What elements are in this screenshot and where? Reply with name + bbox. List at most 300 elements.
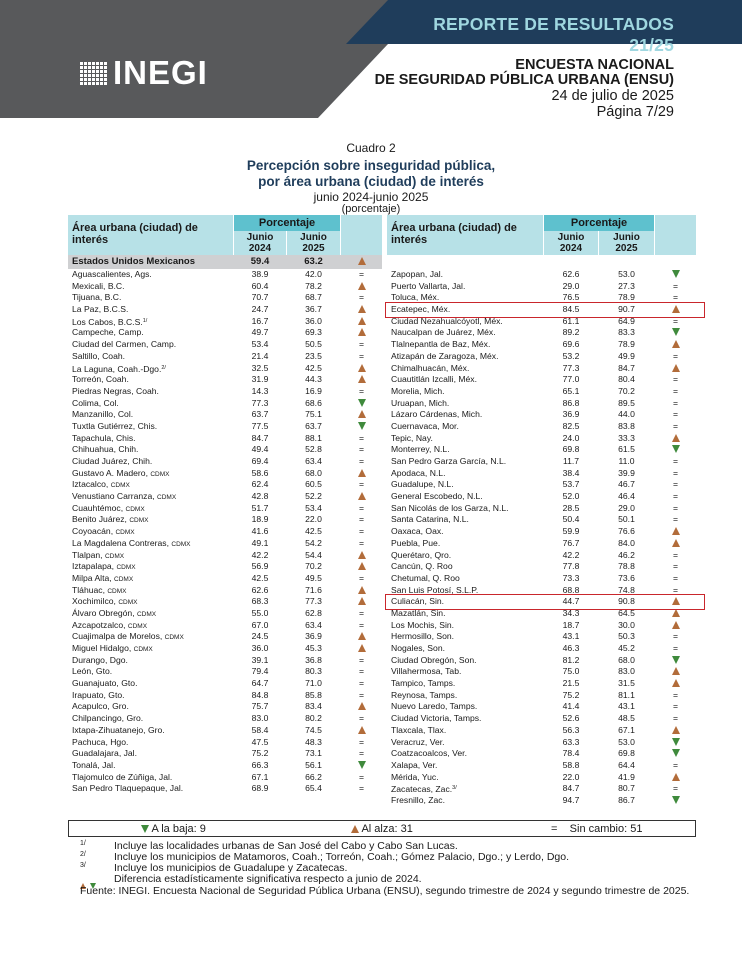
table-row <box>68 725 382 737</box>
table-row <box>387 573 696 585</box>
no-change-mark: = <box>672 456 679 466</box>
up-triangle-icon <box>655 608 696 620</box>
value-2025: 76.6 <box>618 526 635 537</box>
table-header <box>387 215 696 255</box>
table-row <box>387 643 696 655</box>
city-label: Chihuahua, Chih. <box>72 444 139 455</box>
city-qualifier: CDMX <box>157 494 177 502</box>
value-2024: 21.4 <box>251 350 269 361</box>
city-name <box>391 690 457 702</box>
value-2025: 30.0 <box>618 619 635 630</box>
value-2025: 68.0 <box>305 467 322 478</box>
no-change-mark: = <box>358 537 365 548</box>
no-change-mark: = <box>358 783 365 794</box>
table-row <box>68 339 382 351</box>
table-row <box>387 327 696 339</box>
up-triangle-icon <box>358 702 366 710</box>
up-triangle-icon <box>358 317 366 325</box>
city-name <box>391 725 446 737</box>
down-triangle-icon <box>341 398 382 410</box>
city-name <box>391 444 450 456</box>
up-triangle-icon <box>341 701 382 713</box>
year-2025-header-month: Junio <box>300 232 327 243</box>
table-row <box>387 596 696 608</box>
table-row <box>68 655 382 667</box>
legend-same-label: Sin cambio: 51 <box>569 823 643 835</box>
year-2025-header <box>287 231 340 255</box>
note-mark-3: 3/ <box>80 862 86 869</box>
table-period: junio 2024-junio 2025 <box>313 190 429 204</box>
city-name <box>72 351 125 363</box>
up-triangle-icon <box>341 327 382 339</box>
down-triangle-icon <box>655 795 696 807</box>
city-label: La Paz, B.C.S. <box>72 304 129 315</box>
value-2025: 78.2 <box>305 280 322 291</box>
value-2024: 84.7 <box>562 783 580 794</box>
value-2024: 67.1 <box>251 771 269 782</box>
city-label: Mérida, Yuc. <box>391 771 439 782</box>
value-2024: 39.1 <box>251 654 269 665</box>
city-name <box>72 292 121 304</box>
table-row <box>387 444 696 456</box>
city-name <box>72 374 129 386</box>
value-2025: 74.5 <box>305 724 322 735</box>
city-label: Mexicali, B.C. <box>72 280 125 291</box>
city-label: Mazatlán, Sin. <box>391 607 446 618</box>
city-name <box>72 456 152 468</box>
value-2025: 85.8 <box>305 689 322 700</box>
down-triangle-icon <box>672 656 680 664</box>
note-1: Incluye las localidades urbanas de San José del Cabo y Cabo San Lucas. <box>114 840 458 852</box>
report-title: REPORTE DE RESULTADOS 21/25 <box>433 14 674 55</box>
up-triangle-icon <box>655 596 696 608</box>
value-2024: 36.0 <box>251 643 269 653</box>
value-2025: 23.5 <box>305 350 322 361</box>
value-2024: 77.8 <box>562 561 580 572</box>
city-qualifier: CDMX <box>114 575 134 583</box>
down-triangle-icon <box>672 445 680 453</box>
no-change-mark: = <box>672 502 679 513</box>
note-2: Incluye los municipios de Matamoros, Coah.; Torreón, Coah.; Gómez Palacio, Dgo.; y Lerdo, Dgo. <box>114 851 570 863</box>
value-2025: 31.5 <box>618 678 635 689</box>
value-2025: 53.4 <box>305 502 322 513</box>
value-2024: 29.0 <box>562 280 580 291</box>
value-2025: 68.6 <box>305 397 322 408</box>
no-change-mark: = <box>672 584 679 595</box>
city-label: Álvaro Obregón, <box>72 607 135 618</box>
up-triangle-icon <box>655 666 696 678</box>
no-change-mark: = <box>672 689 679 700</box>
value-2024: 43.1 <box>562 631 580 642</box>
table-row <box>387 363 696 375</box>
value-2025: 89.5 <box>618 397 635 408</box>
value-2024: 28.5 <box>562 502 580 513</box>
value-2024: 77.0 <box>562 374 580 385</box>
no-change-mark: = <box>358 607 365 618</box>
city-label: León, Gto. <box>72 666 113 677</box>
no-change-mark: = <box>358 666 365 677</box>
no-change-mark: = <box>672 280 679 291</box>
value-2025: 71.6 <box>305 584 322 595</box>
up-triangle-icon <box>341 468 382 480</box>
source-note: Fuente: INEGI. Encuesta Nacional de Seguridad Pública Urbana (ENSU), segundo trimestre de 2024 y segundo trimestre de 2025. <box>80 885 690 897</box>
city-name <box>391 608 445 620</box>
value-2025: 83.0 <box>618 666 635 677</box>
inegi-logo-icon <box>80 62 107 85</box>
table-title-line1: Percepción sobre inseguridad pública, <box>246 158 496 173</box>
city-name <box>391 655 477 667</box>
value-2024: 81.2 <box>562 654 580 665</box>
value-2025: 73.1 <box>305 748 322 759</box>
legend-up <box>351 823 413 835</box>
value-2024: 68.8 <box>562 584 580 595</box>
table-row <box>68 561 382 573</box>
city-label: Monterrey, N.L. <box>391 444 450 455</box>
city-label: Azcapotzalco, <box>72 619 126 630</box>
value-2024: 14.3 <box>251 385 269 396</box>
city-label: Tijuana, B.C. <box>72 292 122 303</box>
value-2025: 42.0 <box>305 269 322 279</box>
value-2024: 77.3 <box>251 397 269 408</box>
no-change-mark: = <box>358 748 365 759</box>
table-row <box>387 783 696 795</box>
city-label: Xochimilco, <box>72 596 116 607</box>
up-triangle-icon <box>655 526 696 538</box>
city-name <box>391 292 439 304</box>
year-2024-header-month: Junio <box>246 232 274 243</box>
survey-name-line2: DE SEGURIDAD PÚBLICA URBANA (ENSU) <box>374 72 674 88</box>
table-row <box>387 701 696 713</box>
up-triangle-icon <box>358 551 366 559</box>
value-2024: 68.9 <box>251 783 269 794</box>
footnote-ref: 3/ <box>452 785 457 792</box>
no-change-mark: = <box>358 456 365 466</box>
no-change-mark: = <box>672 643 679 653</box>
up-triangle-icon <box>358 305 366 313</box>
value-2025: 50.3 <box>618 631 635 642</box>
down-triangle-icon <box>672 270 680 278</box>
table-row <box>387 503 696 515</box>
up-triangle-icon <box>341 374 382 386</box>
up-triangle-icon <box>672 667 680 675</box>
up-triangle-icon <box>358 282 366 290</box>
value-2025: 71.0 <box>305 678 322 689</box>
value-2024: 66.3 <box>251 759 269 770</box>
value-2025: 49.5 <box>305 572 322 583</box>
value-2024: 62.6 <box>562 269 580 279</box>
up-triangle-icon <box>672 679 680 687</box>
no-change-mark: = <box>672 783 679 794</box>
table-row <box>387 737 696 749</box>
no-change-mark: = <box>358 514 365 525</box>
city-label: General Escobedo, N.L. <box>391 491 483 502</box>
down-triangle-icon <box>141 825 149 833</box>
value-2024: 56.9 <box>251 561 269 572</box>
right-table-body <box>387 269 696 807</box>
value-2025: 45.3 <box>305 643 322 653</box>
value-2025: 83.8 <box>618 420 635 431</box>
value-2025: 84.0 <box>618 537 635 548</box>
value-2025: 64.5 <box>618 607 635 618</box>
down-triangle-icon <box>341 421 382 433</box>
value-2024: 75.2 <box>251 748 269 759</box>
city-name <box>391 795 445 807</box>
city-label: Los Mochis, Sin. <box>391 619 455 630</box>
value-2025: 53.0 <box>618 269 635 279</box>
no-change-mark: = <box>358 689 365 700</box>
city-qualifier: CDMX <box>115 529 135 537</box>
area-column-header: Área urbana (ciudad) de interés <box>387 215 543 255</box>
city-label: Piedras Negras, Coah. <box>72 385 159 396</box>
table-row <box>68 690 382 702</box>
table-row <box>68 433 382 445</box>
value-2024: 49.1 <box>251 537 269 548</box>
table-row <box>68 456 382 468</box>
value-2025: 70.2 <box>618 385 635 396</box>
city-name <box>72 748 137 760</box>
change-column-header <box>341 215 382 255</box>
city-name <box>72 666 112 678</box>
value-2025: 53.0 <box>618 736 635 747</box>
city-name <box>391 456 506 468</box>
value-2025: 66.2 <box>305 771 322 782</box>
city-label: Saltillo, Coah. <box>72 350 126 361</box>
city-label: Hermosillo, Son. <box>391 631 455 642</box>
up-triangle-icon <box>655 433 696 445</box>
value-2025: 80.3 <box>305 666 322 677</box>
value-2025: 46.7 <box>618 479 635 490</box>
value-2025: 78.8 <box>618 561 635 572</box>
city-name <box>391 316 503 328</box>
table-title-line2: por área urbana (ciudad) de interés <box>258 174 484 189</box>
city-name <box>72 421 157 433</box>
no-change-mark: = <box>672 759 679 770</box>
city-qualifier: CDMX <box>125 505 145 513</box>
city-qualifier: CDMX <box>118 599 138 607</box>
table-number: Cuadro 2 <box>346 141 396 155</box>
down-triangle-icon <box>672 796 680 804</box>
no-change-mark: = <box>358 339 365 350</box>
value-2025: 42.5 <box>305 526 322 537</box>
left-table-body <box>68 269 382 795</box>
year-2025-header-year: 2025 <box>302 243 325 254</box>
year-2024-header <box>544 231 598 255</box>
table-row <box>387 292 696 304</box>
city-name <box>391 713 481 725</box>
city-qualifier: CDMX <box>164 634 184 642</box>
city-name <box>391 363 469 375</box>
legend <box>68 820 696 837</box>
no-change-mark: = <box>358 444 365 455</box>
no-change-mark: = <box>358 385 365 396</box>
value-2024: 73.3 <box>562 572 580 583</box>
value-2025: 83.4 <box>305 701 322 712</box>
value-2024: 77.3 <box>562 362 580 373</box>
no-change-mark: = <box>672 549 679 560</box>
value-2024: 47.5 <box>251 736 269 747</box>
up-triangle-icon <box>341 363 382 375</box>
table-row <box>68 608 382 620</box>
table-row <box>387 421 696 433</box>
table-row <box>387 304 696 316</box>
up-triangle-icon <box>351 825 359 833</box>
table-row <box>68 409 382 421</box>
value-2024: 46.3 <box>562 643 580 653</box>
value-2025: 50.5 <box>305 339 322 350</box>
value-2025: 16.9 <box>305 385 322 396</box>
table-row <box>68 666 382 678</box>
value-2024: 49.7 <box>251 327 269 338</box>
up-triangle-icon <box>672 527 680 535</box>
city-label: Ciudad Juárez, Chih. <box>72 456 153 466</box>
up-triangle-icon <box>358 632 366 640</box>
down-triangle-icon <box>672 749 680 757</box>
year-2024-header-year: 2024 <box>559 243 583 254</box>
table-row <box>387 456 696 468</box>
city-label: Nuevo Laredo, Tamps. <box>391 701 478 712</box>
value-2024: 38.4 <box>562 467 580 478</box>
city-name <box>72 269 152 281</box>
value-2025: 77.3 <box>305 596 322 607</box>
city-name <box>391 304 450 316</box>
table-row <box>68 631 382 643</box>
value-2025: 36.8 <box>305 654 322 665</box>
value-2024: 65.1 <box>562 385 580 396</box>
city-name <box>391 550 451 562</box>
no-change-mark: = <box>358 269 365 279</box>
city-name <box>391 409 482 421</box>
value-2024: 84.5 <box>562 304 580 315</box>
table-row <box>68 503 382 515</box>
value-2025: 45.2 <box>618 643 635 653</box>
table-row <box>387 538 696 550</box>
city-label: Cuautitlán Izcalli, Méx. <box>391 374 477 385</box>
up-triangle-icon <box>672 340 680 348</box>
value-2024: 63.7 <box>251 409 269 420</box>
city-label: Gustavo A. Madero, <box>72 467 148 478</box>
value-2024: 56.3 <box>562 724 580 735</box>
city-label: Coyoacán, <box>72 526 114 537</box>
city-label: Venustiano Carranza, <box>72 491 155 502</box>
table-row <box>387 433 696 445</box>
value-2024: 62.4 <box>251 479 269 490</box>
city-label: Iztapalapa, <box>72 561 115 572</box>
city-qualifier: CDMX <box>133 646 153 653</box>
city-qualifier: CDMX <box>127 622 148 630</box>
no-change-mark: = <box>358 572 365 583</box>
table-row <box>68 701 382 713</box>
value-2025: 56.1 <box>305 759 322 770</box>
up-triangle-icon <box>341 550 382 562</box>
note-4: Diferencia estadísticamente significativa respecto a junio de 2024. <box>114 873 422 885</box>
no-change-mark: = <box>672 514 679 525</box>
table-row <box>68 760 382 772</box>
percentage-column-header: Porcentaje <box>544 215 654 231</box>
city-label: Puebla, Pue. <box>391 537 441 548</box>
value-2024: 70.7 <box>251 292 269 303</box>
footnote-ref: 2/ <box>161 364 166 371</box>
city-name <box>72 760 115 772</box>
city-name <box>391 772 439 784</box>
table-row <box>68 772 382 784</box>
table-row <box>68 398 382 410</box>
table-row <box>68 292 382 304</box>
table-row <box>387 748 696 760</box>
up-triangle-icon <box>358 597 366 605</box>
value-2024: 49.4 <box>251 444 269 455</box>
value-2024: 18.7 <box>562 619 580 630</box>
value-2024: 86.8 <box>562 397 580 408</box>
city-label: Chilpancingo, Gro. <box>72 713 144 724</box>
value-2025: 90.8 <box>618 596 635 607</box>
value-2025: 65.4 <box>305 783 322 794</box>
value-2024: 59.9 <box>562 526 580 537</box>
value-2025: 46.4 <box>618 491 635 502</box>
city-qualifier: CDMX <box>150 470 170 478</box>
value-2024: 42.5 <box>251 572 269 583</box>
city-name <box>72 444 138 456</box>
value-2025: 54.4 <box>305 549 322 560</box>
value-2024: 61.1 <box>562 315 580 326</box>
no-change-mark: = <box>672 491 679 502</box>
value-2024: 42.2 <box>562 549 580 560</box>
value-2025: 68.0 <box>618 654 635 665</box>
city-label: Atizapán de Zaragoza, Méx. <box>391 350 499 361</box>
legend-same <box>551 823 642 835</box>
table-row <box>387 561 696 573</box>
city-label: Cancún, Q. Roo <box>391 561 453 572</box>
table-row <box>387 468 696 480</box>
table-row <box>387 713 696 725</box>
city-name <box>391 666 461 678</box>
table-row <box>68 421 382 433</box>
table-row <box>387 351 696 363</box>
equals-icon: = <box>551 823 558 835</box>
value-2024: 50.4 <box>562 514 580 525</box>
value-2024: 22.0 <box>562 771 580 782</box>
value-2025: 80.2 <box>305 713 322 724</box>
no-change-mark: = <box>672 479 679 490</box>
city-name <box>391 479 454 491</box>
city-label: San Luis Potosí, S.L.P. <box>391 584 479 595</box>
city-label: Tuxtla Gutiérrez, Chis. <box>72 420 158 431</box>
report-date: 24 de julio de 2025 <box>551 88 674 104</box>
up-triangle-icon <box>358 375 366 383</box>
table-row <box>68 514 382 526</box>
down-triangle-icon <box>655 748 696 760</box>
value-2024: 42.2 <box>251 549 269 560</box>
city-name <box>391 374 477 386</box>
national-2024: 59.4 <box>250 256 270 267</box>
table-row <box>68 538 382 550</box>
city-name <box>72 772 172 784</box>
down-triangle-icon <box>672 738 680 746</box>
national-name: Estados Unidos Mexicanos <box>72 256 196 267</box>
table-row <box>68 444 382 456</box>
table-row <box>68 550 382 562</box>
value-2025: 39.9 <box>618 467 635 478</box>
survey-name-line1: ENCUESTA NACIONAL <box>515 57 674 73</box>
city-label: Naucalpan de Juárez, Méx. <box>391 327 496 338</box>
down-triangle-icon <box>341 760 382 772</box>
city-label: Fresnillo, Zac. <box>391 794 445 805</box>
city-name <box>391 526 444 538</box>
city-label: Guadalajara, Jal. <box>72 748 137 759</box>
percentage-column-header: Porcentaje <box>234 215 340 231</box>
value-2024: 94.7 <box>562 794 580 805</box>
down-triangle-icon <box>672 328 680 336</box>
year-2025-header-month: Junio <box>613 232 640 243</box>
